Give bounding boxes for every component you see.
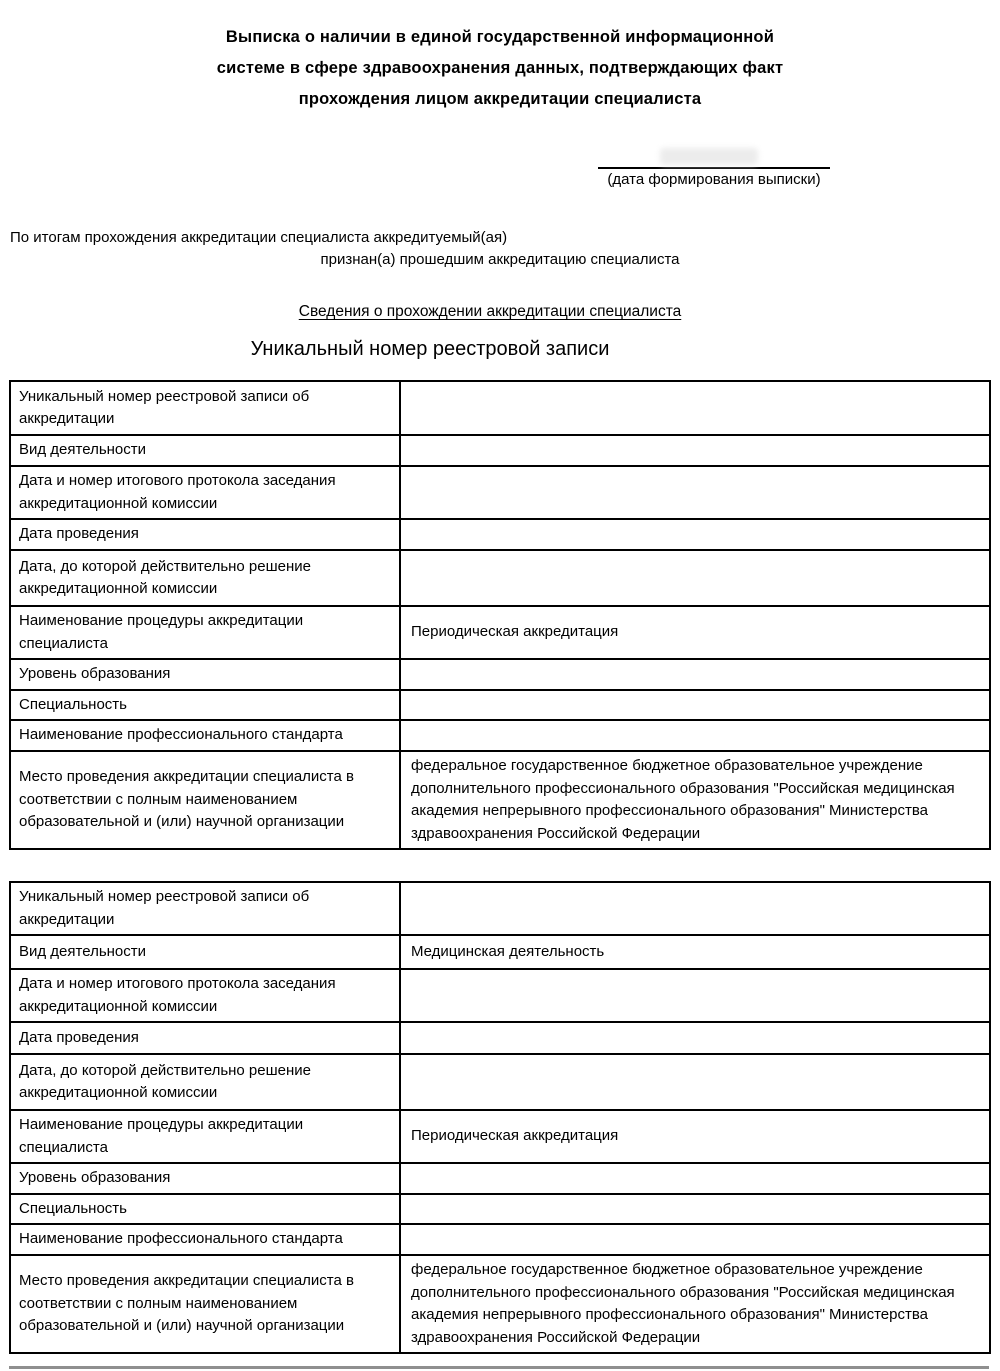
row-label: Дата и номер итогового протокола заседания аккредитационной комиссии: [10, 969, 400, 1022]
row-value: [400, 1054, 990, 1110]
row-label: Уровень образования: [10, 1163, 400, 1194]
row-label: Наименование процедуры аккредитации специалиста: [10, 1110, 400, 1163]
table-row: [10, 1022, 990, 1054]
table-row: [10, 882, 990, 935]
table-row: [10, 550, 990, 606]
row-label: Дата и номер итогового протокола заседания аккредитационной комиссии: [10, 466, 400, 519]
row-label: Уникальный номер реестровой записи об аккредитации: [10, 381, 400, 435]
row-label: Наименование профессионального стандарта: [10, 720, 400, 751]
table-row: [10, 935, 990, 969]
document-title: [0, 22, 1000, 115]
accreditation-table-1: [9, 380, 991, 850]
document-title-line-2: системе в сфере здравоохранения данных, подтверждающих факт: [216, 59, 784, 77]
table-row: [10, 519, 990, 550]
row-value: [400, 720, 990, 751]
table-row: [10, 969, 990, 1022]
table-row: [10, 435, 990, 466]
row-label: Специальность: [10, 1194, 400, 1225]
table-row: [10, 1110, 990, 1163]
table-row: [10, 1255, 990, 1353]
row-value: [400, 659, 990, 690]
row-value: Периодическая аккредитация: [400, 1110, 990, 1163]
section-heading: Сведения о прохождении аккредитации специалиста: [298, 303, 682, 320]
date-caption: (дата формирования выписки): [607, 171, 821, 188]
table-row: [10, 1054, 990, 1110]
row-value: [400, 550, 990, 606]
row-value: [400, 381, 990, 435]
table-row: [10, 1163, 990, 1194]
document-title-line-3: прохождения лицом аккредитации специалиста: [298, 90, 702, 108]
table-row: [10, 1224, 990, 1255]
row-value: [400, 519, 990, 550]
formation-date-block: [598, 146, 830, 188]
cutoff-table-border: [9, 1366, 989, 1369]
row-label: Дата проведения: [10, 519, 400, 550]
row-label: Вид деятельности: [10, 935, 400, 969]
row-label: Дата, до которой действительно решение аккредитационной комиссии: [10, 1054, 400, 1110]
row-label: Вид деятельности: [10, 435, 400, 466]
row-value: федеральное государственное бюджетное образовательное учреждение дополнительного профессионального образования "Российская медицинская академия непрерывного профессионального образования" Министерства здравоохранения Российской Федерации: [400, 1255, 990, 1353]
row-value: [400, 1163, 990, 1194]
row-label: Наименование процедуры аккредитации специалиста: [10, 606, 400, 659]
row-label: Уровень образования: [10, 659, 400, 690]
row-value: федеральное государственное бюджетное образовательное учреждение дополнительного профессионального образования "Российская медицинская академия непрерывного профессионального образования" Министерства здравоохранения Российской Федерации: [400, 751, 990, 849]
table-row: [10, 606, 990, 659]
row-value: Медицинская деятельность: [400, 935, 990, 969]
table-row: [10, 381, 990, 435]
document-title-line-1: Выписка о наличии в единой государственной информационной: [225, 28, 775, 46]
row-label: Наименование профессионального стандарта: [10, 1224, 400, 1255]
row-label: Специальность: [10, 690, 400, 721]
accreditation-table-2: [9, 881, 991, 1354]
row-label: Место проведения аккредитации специалиста в соответствии с полным наименованием образовательной и (или) научной организации: [10, 751, 400, 849]
row-value: [400, 1224, 990, 1255]
table-row: [10, 690, 990, 721]
registry-number-subheading: Уникальный номер реестровой записи: [250, 338, 610, 360]
statement-line-2: признан(а) прошедшим аккредитацию специалиста: [320, 251, 680, 268]
row-label: Уникальный номер реестровой записи об аккредитации: [10, 882, 400, 935]
row-value: [400, 969, 990, 1022]
redacted-date-smudge: [660, 148, 758, 165]
table-row: [10, 751, 990, 849]
row-label: Дата проведения: [10, 1022, 400, 1054]
row-label: Дата, до которой действительно решение аккредитационной комиссии: [10, 550, 400, 606]
row-value: [400, 690, 990, 721]
row-value: [400, 1022, 990, 1054]
row-value: [400, 1194, 990, 1225]
row-value: [400, 466, 990, 519]
table-row: [10, 1194, 990, 1225]
table-row: [10, 466, 990, 519]
table-row: [10, 720, 990, 751]
statement-line-1: По итогам прохождения аккредитации специалиста аккредитуемый(ая): [10, 229, 508, 246]
table-row: [10, 659, 990, 690]
row-value: [400, 435, 990, 466]
row-value: [400, 882, 990, 935]
row-label: Место проведения аккредитации специалиста в соответствии с полным наименованием образовательной и (или) научной организации: [10, 1255, 400, 1353]
row-value: Периодическая аккредитация: [400, 606, 990, 659]
